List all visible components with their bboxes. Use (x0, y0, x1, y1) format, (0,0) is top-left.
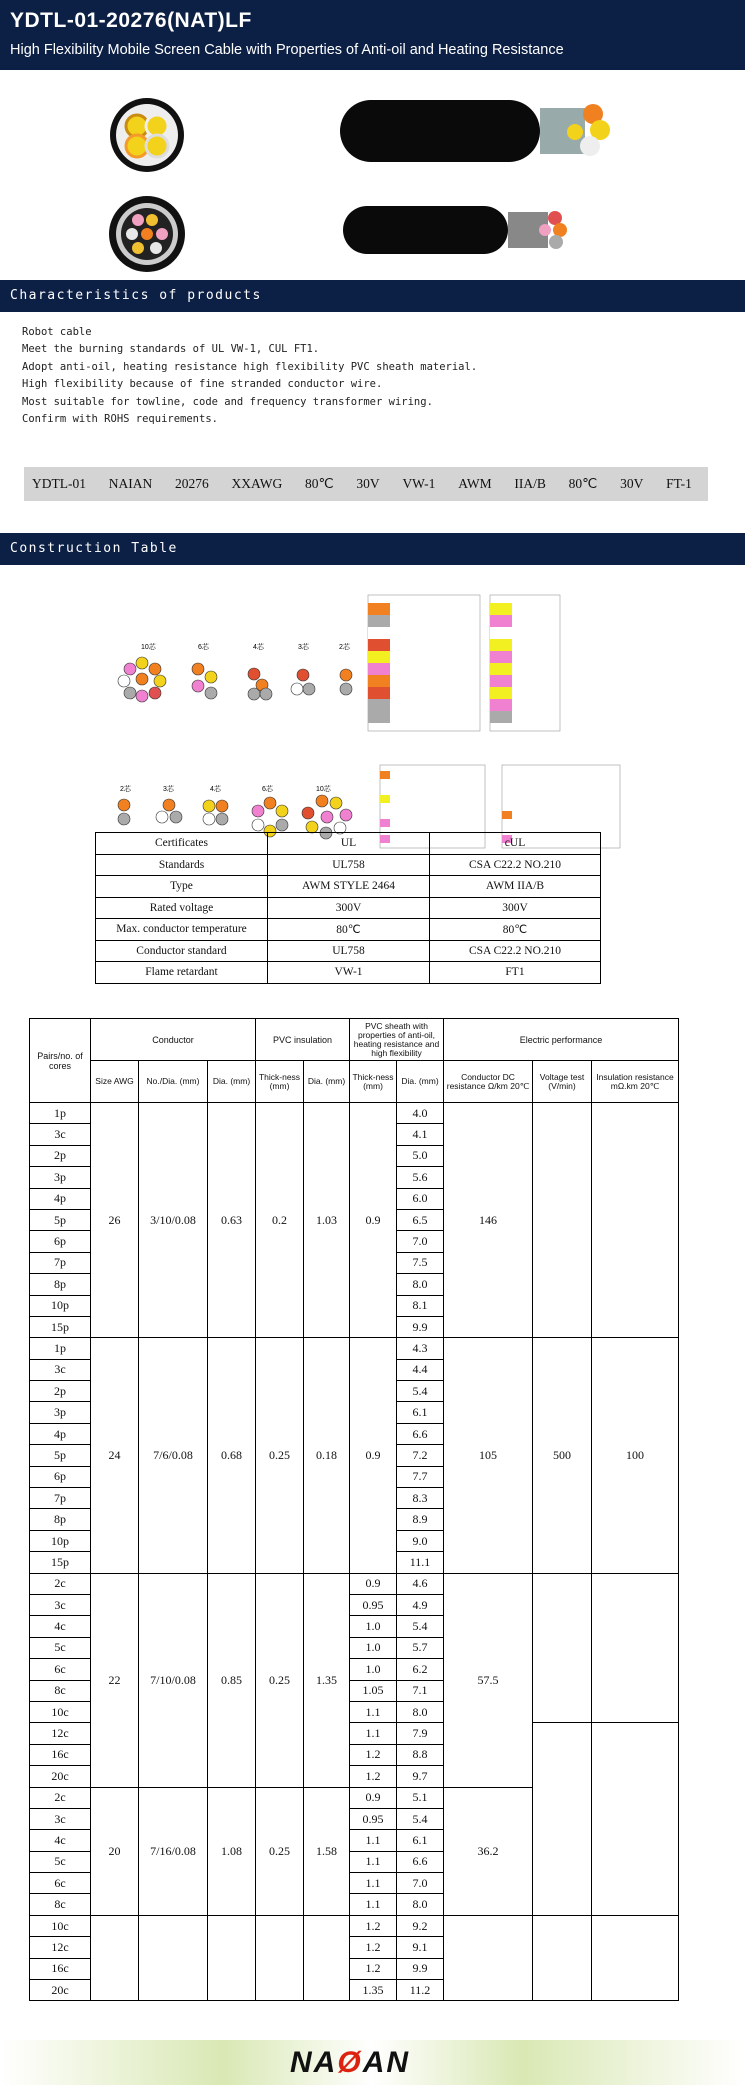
spec-cell: 0.95 (350, 1594, 397, 1615)
spec-cell: 8.0 (397, 1894, 444, 1915)
spec-cell: 1.2 (350, 1766, 397, 1787)
spec-cell: 1.35 (304, 1573, 350, 1787)
diagram-label: 2芯 (339, 644, 350, 651)
spec-cell: 8.9 (397, 1509, 444, 1530)
cert-cell: Max. conductor temperature (96, 919, 268, 941)
diagram-label: 4芯 (253, 644, 264, 651)
col-header-vt: Voltage test (V/min) (533, 1061, 592, 1103)
cert-cell: AWM STYLE 2464 (268, 876, 430, 898)
spec-cell: 10c (30, 1915, 91, 1936)
spec-cell: 20c (30, 1766, 91, 1787)
spec-cell: 9.9 (397, 1316, 444, 1337)
diagram-label: 6芯 (198, 644, 209, 651)
cert-header: Certificates (96, 833, 268, 855)
spec-cell: 5p (30, 1445, 91, 1466)
spec-cell: 0.9 (350, 1787, 397, 1808)
spec-cell: 146 (444, 1103, 533, 1338)
spec-cell: 22 (91, 1573, 139, 1787)
spec-cell (533, 1723, 592, 1916)
certificates-table (95, 832, 601, 984)
cert-cell: 80℃ (268, 919, 430, 941)
spec-cell: 1p (30, 1338, 91, 1359)
cert-header: UL (268, 833, 430, 855)
spec-cell: 5.4 (397, 1381, 444, 1402)
diagram-label: 2芯 (120, 786, 131, 793)
spec-cell: 15p (30, 1552, 91, 1573)
code-part: 20276 (175, 476, 209, 491)
spec-cell: 3c (30, 1359, 91, 1380)
spec-cell: 1.1 (350, 1830, 397, 1851)
spec-cell: 0.63 (208, 1103, 256, 1338)
footer (0, 2040, 745, 2085)
spec-cell: 105 (444, 1338, 533, 1573)
spec-cell: 7.5 (397, 1252, 444, 1273)
spec-cell: 3p (30, 1402, 91, 1423)
spec-cell: 10p (30, 1530, 91, 1551)
spec-cell: 1.1 (350, 1701, 397, 1722)
spec-cell: 1.1 (350, 1851, 397, 1872)
spec-cell: 4.3 (397, 1338, 444, 1359)
spec-cell: 3c (30, 1124, 91, 1145)
spec-cell: 8c (30, 1680, 91, 1701)
char-line: Confirm with ROHS requirements. (22, 413, 218, 426)
col-header-pvc: PVC insulation (256, 1019, 350, 1061)
spec-cell: 1.1 (350, 1873, 397, 1894)
cert-cell: Flame retardant (96, 962, 268, 984)
spec-cell: 12c (30, 1937, 91, 1958)
spec-cell: 1.0 (350, 1616, 397, 1637)
col-header-size: Size AWG (91, 1061, 139, 1103)
spec-cell (533, 1103, 592, 1338)
char-line: Most suitable for towline, code and frequency transformer wiring. (22, 395, 433, 408)
spec-cell: 6.0 (397, 1188, 444, 1209)
cert-cell: UL758 (268, 940, 430, 962)
spec-cell: 2p (30, 1381, 91, 1402)
spec-cell: 8.0 (397, 1701, 444, 1722)
spec-cell (592, 1915, 679, 2001)
spec-cell: 4.6 (397, 1573, 444, 1594)
spec-cell: 11.1 (397, 1552, 444, 1573)
code-part: 30V (356, 476, 380, 491)
product-title: YDTL-01-20276(NAT)LF (10, 9, 252, 32)
spec-cell: 1.2 (350, 1937, 397, 1958)
spec-cell: 5c (30, 1851, 91, 1872)
spec-cell: 6.1 (397, 1830, 444, 1851)
spec-cell: 24 (91, 1338, 139, 1573)
spec-cell: 2p (30, 1145, 91, 1166)
char-line: Adopt anti-oil, heating resistance high flexibility PVC sheath material. (22, 360, 478, 373)
spec-cell: 6c (30, 1659, 91, 1680)
char-line: High flexibility because of fine stranded conductor wire. (22, 378, 383, 391)
cert-cell: VW-1 (268, 962, 430, 984)
col-header-electric: Electric performance (444, 1019, 679, 1061)
spec-cell: 3c (30, 1594, 91, 1615)
spec-cell: 6.1 (397, 1402, 444, 1423)
spec-cell: 8.3 (397, 1488, 444, 1509)
spec-cell: 5.0 (397, 1145, 444, 1166)
spec-cell: 5.4 (397, 1808, 444, 1829)
spec-cell: 4.4 (397, 1359, 444, 1380)
spec-cell: 7p (30, 1488, 91, 1509)
spec-cell: 16c (30, 1958, 91, 1979)
spec-cell (304, 1915, 350, 2001)
code-part: XXAWG (231, 476, 283, 491)
spec-cell: 57.5 (444, 1573, 533, 1787)
col-header-dia: Dia. (mm) (208, 1061, 256, 1103)
spec-cell: 2c (30, 1787, 91, 1808)
spec-cell: 7.0 (397, 1231, 444, 1252)
spec-cell: 8p (30, 1274, 91, 1295)
diagram-label: 4芯 (210, 786, 221, 793)
code-part: YDTL-01 (32, 476, 86, 491)
spec-cell: 500 (533, 1338, 592, 1573)
spec-cell: 9.2 (397, 1915, 444, 1936)
spec-cell: 5.1 (397, 1787, 444, 1808)
diagram-label: 6芯 (262, 786, 273, 793)
diagram-label: 3芯 (163, 786, 174, 793)
spec-cell: 20 (91, 1787, 139, 1915)
characteristics-list (0, 312, 745, 467)
col-header-thick: Thick-ness (mm) (256, 1061, 304, 1103)
spec-cell: 1.1 (350, 1723, 397, 1744)
cert-cell: CSA C22.2 NO.210 (430, 940, 601, 962)
spec-cell: 4.9 (397, 1594, 444, 1615)
spec-cell: 1.2 (350, 1915, 397, 1936)
spec-cell: 0.9 (350, 1338, 397, 1573)
spec-cell: 4c (30, 1830, 91, 1851)
spec-cell: 0.9 (350, 1103, 397, 1338)
spec-cell: 4c (30, 1616, 91, 1637)
spec-cell: 1.0 (350, 1659, 397, 1680)
spec-cell: 1.2 (350, 1744, 397, 1765)
code-part: VW-1 (402, 476, 436, 491)
spec-cell: 8.8 (397, 1744, 444, 1765)
spec-cell (592, 1103, 679, 1338)
spec-cell: 12c (30, 1723, 91, 1744)
col-header-pairs: Pairs/no. of cores (30, 1019, 91, 1103)
cert-cell: CSA C22.2 NO.210 (430, 854, 601, 876)
spec-cell: 7/6/0.08 (139, 1338, 208, 1573)
spec-cell: 2c (30, 1573, 91, 1594)
col-header-conductor: Conductor (91, 1019, 256, 1061)
spec-cell: 3c (30, 1808, 91, 1829)
spec-cell: 5p (30, 1209, 91, 1230)
diagram-label: 10芯 (316, 786, 331, 793)
cert-cell: Type (96, 876, 268, 898)
col-header-dcr: Conductor DC resistance Ω/km 20℃ (444, 1061, 533, 1103)
code-part: 80℃ (304, 476, 334, 491)
spec-cell: 0.85 (208, 1573, 256, 1787)
page-header (0, 0, 745, 70)
spec-cell: 0.25 (256, 1787, 304, 1915)
spec-cell: 9.1 (397, 1937, 444, 1958)
cert-cell: Rated voltage (96, 897, 268, 919)
spec-cell: 6c (30, 1873, 91, 1894)
code-part: AWM (458, 476, 492, 491)
construction-diagrams (0, 565, 745, 865)
spec-cell: 8.1 (397, 1295, 444, 1316)
spec-cell: 6.6 (397, 1851, 444, 1872)
spec-cell: 9.0 (397, 1530, 444, 1551)
spec-cell: 6.5 (397, 1209, 444, 1230)
char-line: Robot cable (22, 326, 92, 338)
cert-cell: AWM IIA/B (430, 876, 601, 898)
cert-cell: 80℃ (430, 919, 601, 941)
col-header-thick2: Thick-ness (mm) (350, 1061, 397, 1103)
spec-cell: 8.0 (397, 1274, 444, 1295)
diagram-label: 3芯 (298, 644, 309, 651)
spec-cell: 7.9 (397, 1723, 444, 1744)
code-part: IIA/B (514, 476, 546, 491)
spec-cell: 15p (30, 1316, 91, 1337)
cert-cell: FT1 (430, 962, 601, 984)
spec-cell: 7p (30, 1252, 91, 1273)
cert-cell: 300V (268, 897, 430, 919)
product-photos (0, 70, 745, 280)
spec-cell: 5.7 (397, 1637, 444, 1658)
spec-cell: 8c (30, 1894, 91, 1915)
cert-cell: Standards (96, 854, 268, 876)
col-header-dia2: Dia. (mm) (304, 1061, 350, 1103)
spec-cell: 1p (30, 1103, 91, 1124)
core-arrangement-diagram (0, 565, 745, 865)
spec-cell (444, 1915, 533, 2001)
cable-photos-image (0, 70, 745, 280)
code-part: 80℃ (568, 476, 598, 491)
spec-cell: 4p (30, 1188, 91, 1209)
section-characteristics: Characteristics of products (0, 280, 745, 312)
code-part: FT-1 (666, 476, 692, 491)
spec-cell: 1.1 (350, 1894, 397, 1915)
cert-header: cUL (430, 833, 601, 855)
spec-cell: 9.7 (397, 1766, 444, 1787)
spec-cell: 6p (30, 1231, 91, 1252)
spec-cell (256, 1915, 304, 2001)
spec-cell: 4p (30, 1423, 91, 1444)
spec-cell: 100 (592, 1338, 679, 1573)
spec-cell (592, 1573, 679, 1723)
spec-cell: 4.0 (397, 1103, 444, 1124)
cert-cell: UL758 (268, 854, 430, 876)
spec-table (29, 1018, 679, 2001)
spec-cell: 3p (30, 1167, 91, 1188)
col-header-nodia: No./Dia. (mm) (139, 1061, 208, 1103)
spec-cell: 1.0 (350, 1637, 397, 1658)
spec-cell: 1.58 (304, 1787, 350, 1915)
spec-cell: 0.95 (350, 1808, 397, 1829)
spec-cell (208, 1915, 256, 2001)
section-construction: Construction Table (0, 533, 745, 565)
spec-cell: 6p (30, 1466, 91, 1487)
code-part: NAIAN (108, 476, 153, 491)
spec-cell: 0.68 (208, 1338, 256, 1573)
spec-cell: 1.05 (350, 1680, 397, 1701)
code-part: 30V (620, 476, 644, 491)
spec-cell (533, 1573, 592, 1723)
spec-cell: 0.9 (350, 1573, 397, 1594)
spec-cell: 7.1 (397, 1680, 444, 1701)
spec-cell: 10c (30, 1701, 91, 1722)
col-header-ir: Insulation resistance mΩ.km 20℃ (592, 1061, 679, 1103)
spec-cell: 4.1 (397, 1124, 444, 1145)
spec-cell: 26 (91, 1103, 139, 1338)
spec-cell (91, 1915, 139, 2001)
spec-cell: 0.2 (256, 1103, 304, 1338)
spec-cell (533, 1915, 592, 2001)
spec-cell: 6.2 (397, 1659, 444, 1680)
spec-cell: 11.2 (397, 1980, 444, 2001)
spec-cell: 6.6 (397, 1423, 444, 1444)
spec-cell: 5.6 (397, 1167, 444, 1188)
cert-cell: 300V (430, 897, 601, 919)
spec-cell: 36.2 (444, 1787, 533, 1915)
product-subtitle: High Flexibility Mobile Screen Cable with Properties of Anti-oil and Heating Resistance (10, 42, 564, 58)
spec-cell: 7.2 (397, 1445, 444, 1466)
spec-cell: 8p (30, 1509, 91, 1530)
spec-cell: 10p (30, 1295, 91, 1316)
char-line: Meet the burning standards of UL VW-1, CUL FT1. (22, 343, 320, 356)
diagram-label: 10芯 (141, 644, 156, 651)
spec-cell: 1.08 (208, 1787, 256, 1915)
spec-cell: 0.25 (256, 1573, 304, 1787)
spec-cell: 1.03 (304, 1103, 350, 1338)
spec-cell: 9.9 (397, 1958, 444, 1979)
spec-cell: 7.7 (397, 1466, 444, 1487)
spec-cell (592, 1723, 679, 1916)
spec-cell: 0.25 (256, 1338, 304, 1573)
spec-cell: 16c (30, 1744, 91, 1765)
spec-cell: 1.2 (350, 1958, 397, 1979)
spec-cell: 3/10/0.08 (139, 1103, 208, 1338)
spec-cell: 7/10/0.08 (139, 1573, 208, 1787)
product-code-bar (24, 467, 708, 501)
spec-cell: 7/16/0.08 (139, 1787, 208, 1915)
spec-cell (139, 1915, 208, 2001)
cert-cell: Conductor standard (96, 940, 268, 962)
col-header-sheath: PVC sheath with properties of anti-oil, heating resistance and high flexibility (350, 1019, 444, 1061)
naian-logo: NAØAN (290, 2046, 411, 2079)
col-header-dia3: Dia. (mm) (397, 1061, 444, 1103)
spec-cell: 0.18 (304, 1338, 350, 1573)
spec-cell: 5.4 (397, 1616, 444, 1637)
spec-cell: 5c (30, 1637, 91, 1658)
spec-cell: 1.35 (350, 1980, 397, 2001)
spec-cell: 20c (30, 1980, 91, 2001)
spec-cell: 7.0 (397, 1873, 444, 1894)
